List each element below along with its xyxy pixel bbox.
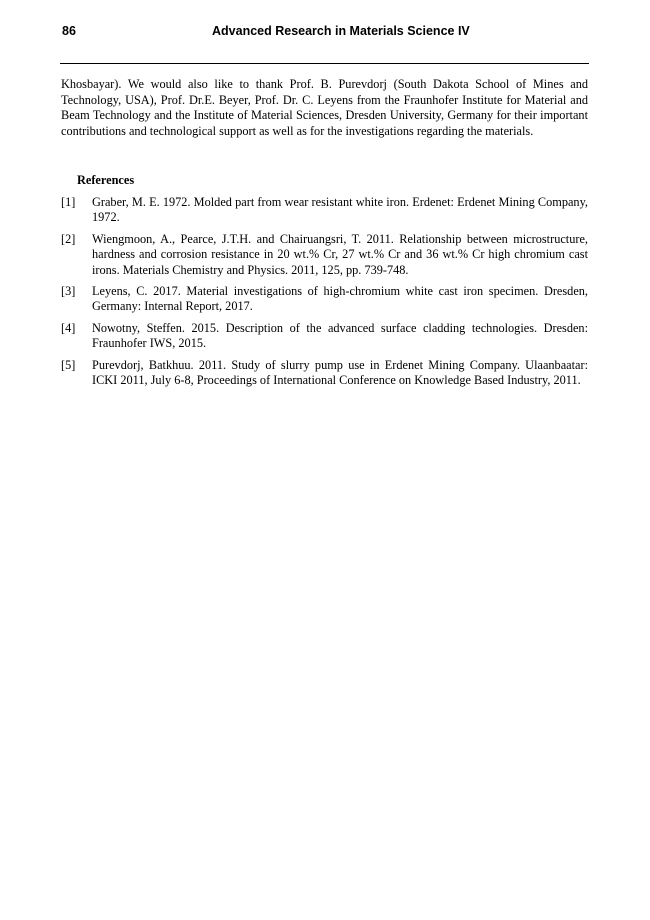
- reference-number: [2]: [61, 231, 76, 246]
- reference-number: [1]: [61, 195, 76, 209]
- reference-text: Graber, M. E. 1972. Molded part from wear resistant white iron. Erdenet: Erdenet Mining Company, 1972.: [92, 195, 588, 225]
- reference-number: [5]: [61, 357, 76, 372]
- reference-text: Leyens, C. 2017. Material investigations of high-chromium white cast iron specimen. Dresden, Germany: Internal Report, 2017.: [92, 284, 588, 314]
- reference-item: [61, 232, 588, 278]
- acknowledgement-paragraph: Khosbayar). We would also like to thank Prof. B. Purevdorj (South Dakota School of Mines and Technology, USA), Prof. Dr.E. Beyer, Prof. Dr. C. Leyens from the Fraunhofer Institute for Material and Beam Technology and the Institute of Material Sciences, Dresden University, Germany for their important contributions and technological support as well as for the investigations regarding the materials.: [61, 77, 588, 138]
- header-divider: [60, 63, 589, 64]
- reference-item: [61, 358, 588, 389]
- reference-item: [61, 284, 588, 315]
- page-number: 86: [62, 24, 76, 38]
- journal-title: Advanced Research in Materials Science IV: [212, 24, 470, 38]
- reference-text: Nowotny, Steffen. 2015. Description of the advanced surface cladding technologies. Dresden: Fraunhofer IWS, 2015.: [92, 320, 588, 351]
- reference-list: [61, 195, 588, 394]
- reference-item: [61, 195, 588, 226]
- reference-text: Purevdorj, Batkhuu. 2011. Study of slurry pump use in Erdenet Mining Company. Ulaanbaatar: ICKI 2011, July 6-8, Proceedings of International Conference on Knowledge Based Industry, 2011.: [92, 357, 588, 388]
- reference-number: [3]: [61, 284, 76, 299]
- reference-text: Wiengmoon, A., Pearce, J.T.H. and Chairuangsri, T. 2011. Relationship between microstructure, hardness and corrosion resistance in 20 wt.% Cr, 27 wt.% Cr and 36 wt.% Cr high chromium cast irons. Materials Chemistry and Physics. 2011, 125, pp. 739-748.: [92, 231, 588, 277]
- page-header: [62, 24, 589, 42]
- references-heading: References: [77, 173, 135, 187]
- reference-item: [61, 321, 588, 352]
- reference-number: [4]: [61, 320, 76, 335]
